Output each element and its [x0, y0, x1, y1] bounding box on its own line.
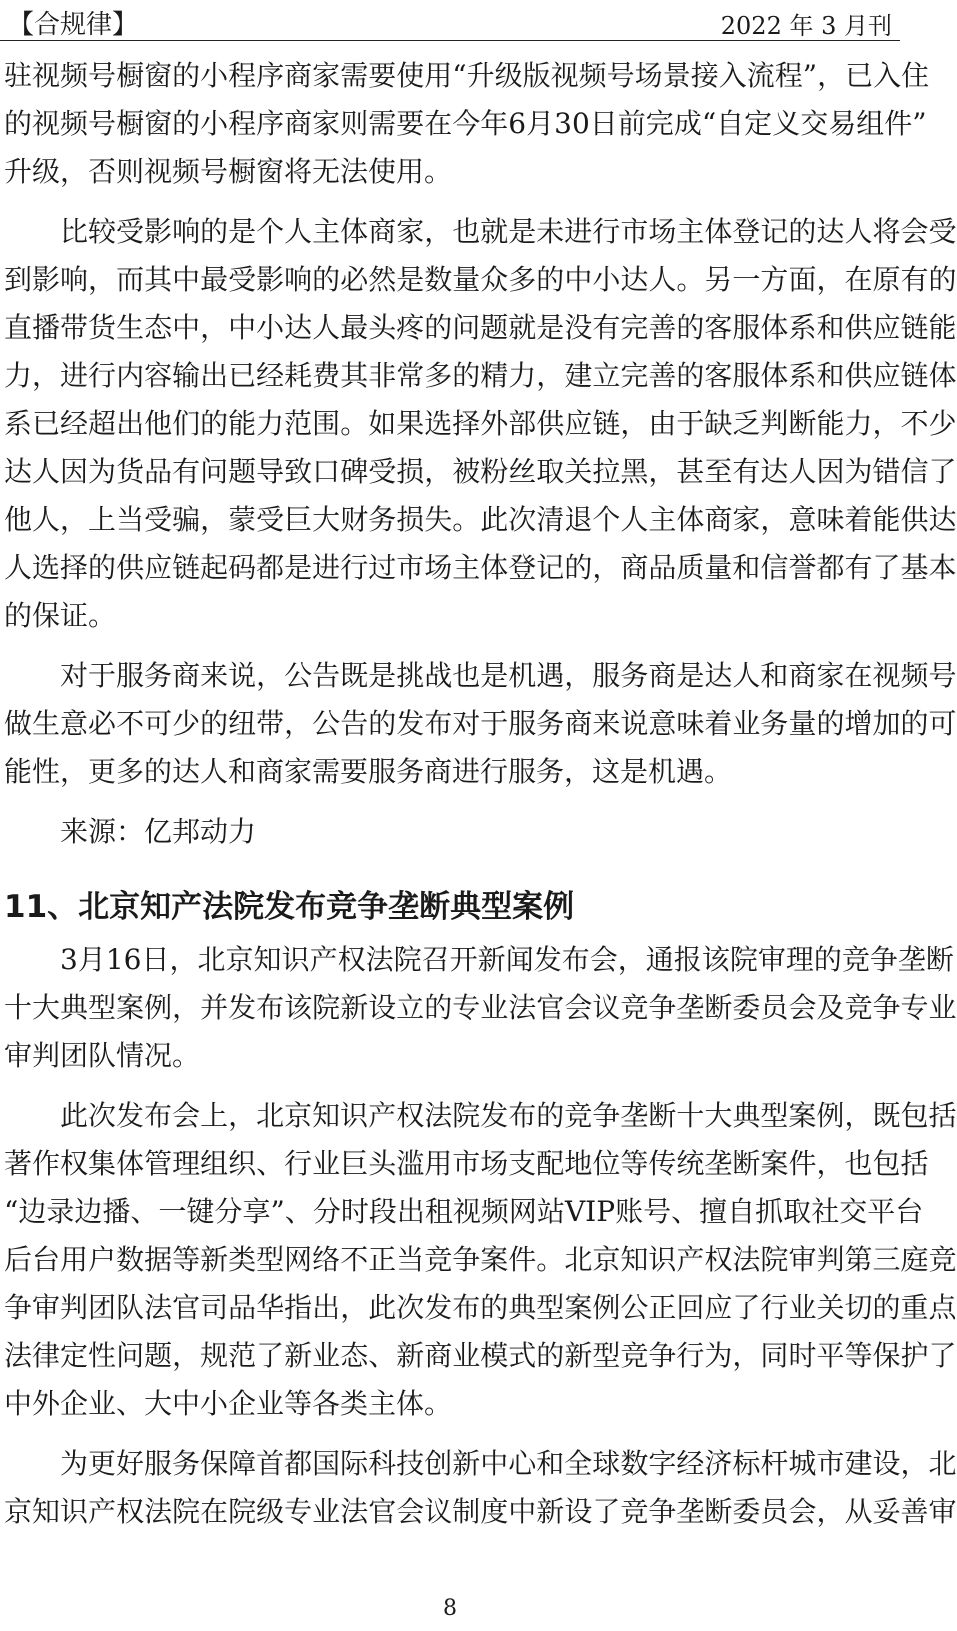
text-line: 做 生 意 必 不 可 少 的 纽 带 ， 公 告 的 发 布 对 于 服 务 商 来 说 意 味 着 业 务 量 的 增 加 的 可: [4, 707, 957, 740]
text-line: 到 影 响 ， 而 其 中 最 受 影 响 的 必 然 是 数 量 众 多 的 中 小 达 人 。 另 一 方 面 ， 在 原 有 的: [4, 263, 957, 296]
paragraph: [0, 652, 957, 796]
text-line: 十 大 典 型 案 例 ， 并 发 布 该 院 新 设 立 的 专 业 法 官 会 议 竞 争 垄 断 委 员 会 及 竞 争 专 业: [4, 991, 957, 1024]
journal-name: 【合规律】: [8, 10, 139, 40]
page-number: 8: [443, 1596, 457, 1621]
source-line: 来源：亿邦动力: [60, 815, 257, 848]
section-title: 11、北京知产法院发布竞争垄断典型案例: [4, 889, 575, 925]
text-line: 3 月 16 日 ， 北 京 知 识 产 权 法 院 召 开 新 闻 发 布 会 ， 通 报 该 院 审 理 的 竞 争 垄 断: [60, 943, 954, 976]
text-line: 后 台 用 户 数 据 等 新 类 型 网 络 不 正 当 竞 争 案 件 。 北 京 知 识 产 权 法 院 审 判 第 三 庭 竞: [4, 1243, 957, 1276]
page-header: [0, 0, 900, 41]
text-line: 他 人 ， 上 当 受 骗 ， 蒙 受 巨 大 财 务 损 失 。 此 次 清 退 个 人 主 体 商 家 ， 意 味 着 能 供 达: [4, 503, 957, 536]
text-line: 的保证。: [4, 599, 117, 632]
text-line: 京 知 识 产 权 法 院 在 院 级 专 业 法 官 会 议 制 度 中 新 设 了 竞 争 垄 断 委 员 会 ， 从 妥 善 审: [4, 1495, 957, 1528]
text-line: 驻 视 频 号 橱 窗 的 小 程 序 商 家 需 要 使 用 “ 升 级 版 视 频 号 场 景 接 入 流 程 ” ， 已 入 住: [4, 59, 930, 92]
text-line: 升级，否则视频号橱窗将无法使用。: [4, 155, 453, 188]
text-line: 此 次 发 布 会 上 ， 北 京 知 识 产 权 法 院 发 布 的 竞 争 垄 断 十 大 典 型 案 例 ， 既 包 括: [60, 1099, 957, 1132]
text-line: “ 边 录 边 播 、 一 键 分 享 ” 、 分 时 段 出 租 视 频 网 站 VIP 账 号 、 擅 自 抓 取 社 交 平 台: [4, 1195, 924, 1228]
text-line: 法 律 定 性 问 题 ， 规 范 了 新 业 态 、 新 商 业 模 式 的 新 型 竞 争 行 为 ， 同 时 平 等 保 护 了: [4, 1339, 957, 1372]
article-body: [0, 52, 957, 1536]
text-line: 著 作 权 集 体 管 理 组 织 、 行 业 巨 头 滥 用 市 场 支 配 地 位 等 传 统 垄 断 案 件 ， 也 包 括: [4, 1147, 929, 1180]
text-line: 审判团队情况。: [4, 1039, 201, 1072]
text-line: 比 较 受 影 响 的 是 个 人 主 体 商 家 ， 也 就 是 未 进 行 市 场 主 体 登 记 的 达 人 将 会 受: [60, 215, 957, 248]
paragraph: [0, 208, 957, 640]
text-line: 中外企业、大中小企业等各类主体。: [4, 1387, 453, 1420]
text-line: 达 人 因 为 货 品 有 问 题 导 致 口 碑 受 损 ， 被 粉 丝 取 关 拉 黑 ， 甚 至 有 达 人 因 为 错 信 了: [4, 455, 957, 488]
text-line: 系 已 经 超 出 他 们 的 能 力 范 围 。 如 果 选 择 外 部 供 应 链 ， 由 于 缺 乏 判 断 能 力 ， 不 少: [4, 407, 957, 440]
paragraph: [0, 1440, 957, 1536]
issue-date: 2022 年 3 月刊: [720, 12, 892, 40]
text-line: 力 ， 进 行 内 容 输 出 已 经 耗 费 其 非 常 多 的 精 力 ， 建 立 完 善 的 客 服 体 系 和 供 应 链 体: [4, 359, 957, 392]
paragraph: [0, 1092, 957, 1428]
text-line: 人 选 择 的 供 应 链 起 码 都 是 进 行 过 市 场 主 体 登 记 的 ， 商 品 质 量 和 信 誉 都 有 了 基 本: [4, 551, 957, 584]
text-line: 的 视 频 号 橱 窗 的 小 程 序 商 家 则 需 要 在 今 年 6 月 30 日 前 完 成 “ 自 定 义 交 易 组 件 ”: [4, 107, 927, 140]
text-line: 争 审 判 团 队 法 官 司 品 华 指 出 ， 此 次 发 布 的 典 型 案 例 公 正 回 应 了 行 业 关 切 的 重 点: [4, 1291, 957, 1324]
paragraph: [0, 936, 957, 1080]
text-line: 为 更 好 服 务 保 障 首 都 国 际 科 技 创 新 中 心 和 全 球 数 字 经 济 标 杆 城 市 建 设 ， 北: [60, 1447, 957, 1480]
paragraph: [0, 52, 930, 196]
text-line: 对 于 服 务 商 来 说 ， 公 告 既 是 挑 战 也 是 机 遇 ， 服 务 商 是 达 人 和 商 家 在 视 频 号: [60, 659, 957, 692]
text-line: 能性，更多的达人和商家需要服务商进行服务，这是机遇。: [4, 755, 733, 788]
text-line: 直 播 带 货 生 态 中 ， 中 小 达 人 最 头 疼 的 问 题 就 是 没 有 完 善 的 客 服 体 系 和 供 应 链 能: [4, 311, 957, 344]
